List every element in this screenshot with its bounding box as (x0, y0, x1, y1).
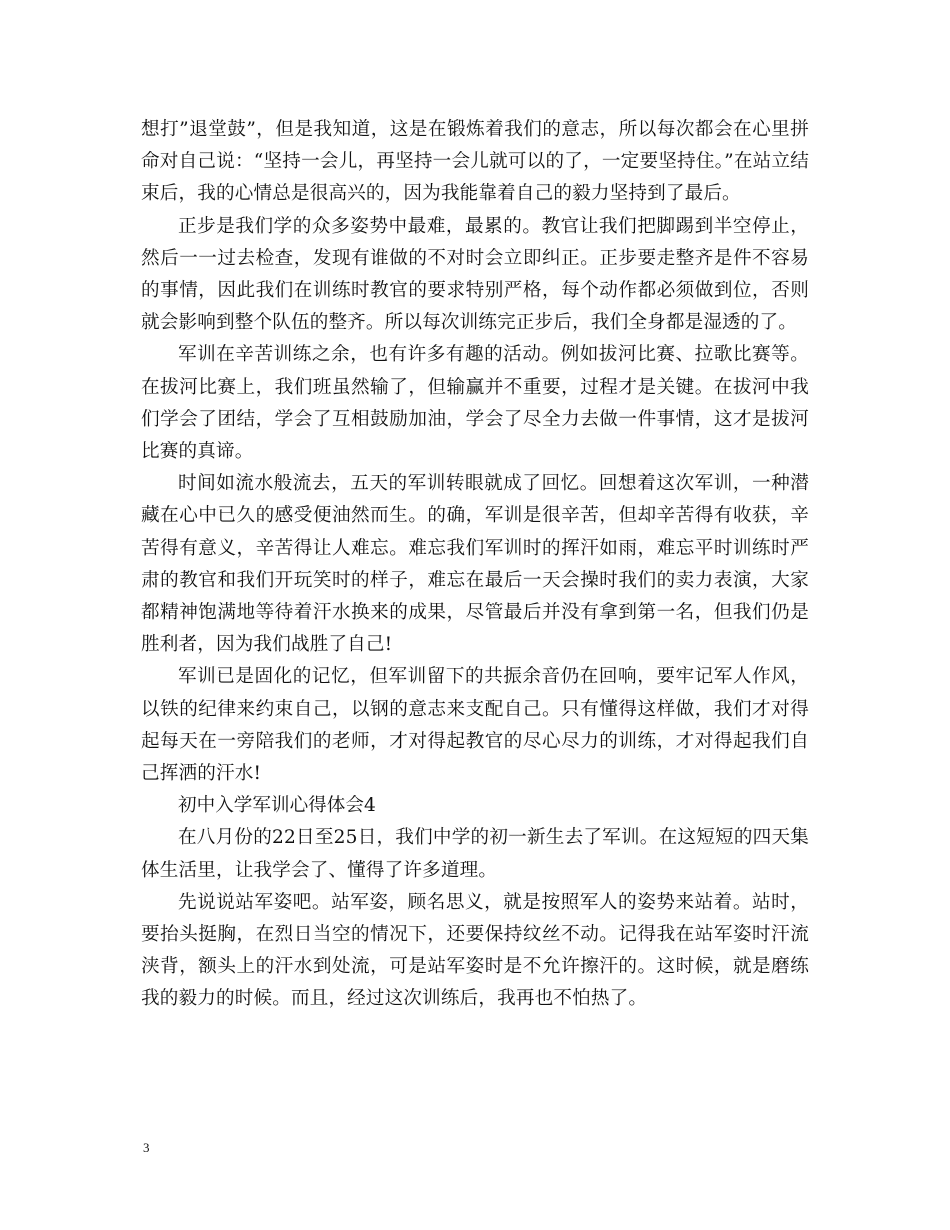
paragraph-goose-step: 正步是我们学的众多姿势中最难，最累的。教官让我们把脚踢到半空停止，然后一一过去检查，发现有谁做的不对时会立即纠正。正步要走整齐是件不容易的事情，因此我们在训练时教官的要求特别严格，每个动作都必须做到位，否则就会影响到整个队伍的整齐。所以每次训练完正步后，我们全身都是湿透的了。 (141, 215, 809, 334)
section-title: 初中入学军训心得体会4 (178, 795, 376, 817)
paragraph-intro: 在八月份的22日至25日，我们中学的初一新生去了军训。在这短短的四天集体生活里，让我学会了、懂得了许多道理。 (141, 827, 809, 881)
paragraph-continuation: 想打”退堂鼓”，但是我知道，这是在锻炼着我们的意志，所以每次都会在心里拼命对自己说：“坚持一会儿，再坚持一会儿就可以的了，一定要坚持住。”在站立结束后，我的心情总是很高兴的，因为我能靠着自己的毅力坚持到了最后。 (141, 119, 809, 205)
paragraph-standing-posture: 先说说站军姿吧。站军姿，顾名思义，就是按照军人的姿势来站着。站时，要抬头挺胸，在烈日当空的情况下，还要保持纹丝不动。记得我在站军姿时汗流浃背，额头上的汗水到处流，可是站军姿时是不允许擦汗的。这时候，就是磨练我的毅力的时候。而且，经过这次训练后，我再也不怕热了。 (141, 891, 809, 1010)
paragraph-activities: 军训在辛苦训练之余，也有许多有趣的活动。例如拔河比赛、拉歌比赛等。在拔河比赛上，我们班虽然输了，但输赢并不重要，过程才是关键。在拔河中我们学会了团结，学会了互相鼓励加油，学会了尽全力去做一件事情，这才是拔河比赛的真谛。 (141, 344, 809, 463)
paragraph-memories: 时间如流水般流去，五天的军训转眼就成了回忆。回想着这次军训，一种潜藏在心中已久的感受便油然而生。的确，军训是很辛苦，但却辛苦得有收获，辛苦得有意义，辛苦得让人难忘。难忘我们军训时的挥汗如雨，难忘平时训练时严肃的教官和我们开玩笑时的样子，难忘在最后一天会操时我们的卖力表演，大家都精神饱满地等待着汗水换来的成果，尽管最后并没有拿到第一名，但我们仍是胜利者，因为我们战胜了自己! (141, 473, 809, 656)
paragraph-conclusion: 军训已是固化的记忆，但军训留下的共振余音仍在回响，要牢记军人作风，以铁的纪律来约束自己，以钢的意志来支配自己。只有懂得这样做，我们才对得起每天在一旁陪我们的老师，才对得起教官的尽心尽力的训练，才对得起我们自己挥洒的汗水! (141, 666, 809, 785)
body-text (141, 114, 809, 1016)
page-number: 3 (143, 1140, 150, 1155)
